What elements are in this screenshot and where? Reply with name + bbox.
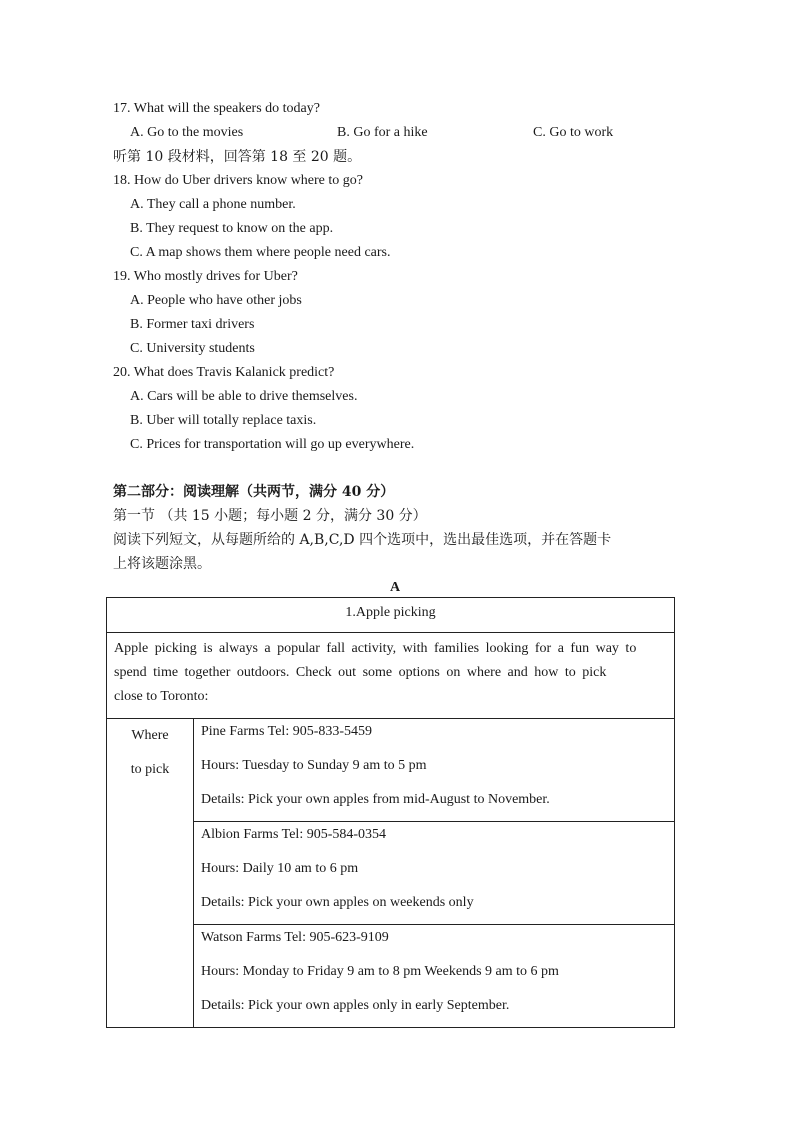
farm-name-tel: Watson Farms Tel: 905-623-9109 [201, 930, 389, 945]
q20-option-a: A. Cars will be able to drive themselves. [130, 389, 358, 404]
section10-instruction: 听第 10 段材料，回答第 18 至 20 题。 [113, 149, 362, 165]
farm-watson [194, 925, 675, 1028]
farm-details: Details: Pick your own apples only in early September. [201, 998, 510, 1013]
q19-option-a: A. People who have other jobs [130, 293, 302, 308]
q19-question: 19. Who mostly drives for Uber? [113, 269, 298, 284]
farm-hours: Hours: Monday to Friday 9 am to 8 pm Weekends 9 am to 6 pm [201, 964, 559, 979]
q19-option-c: C. University students [130, 341, 255, 356]
where-label-line2: to pick [130, 762, 170, 777]
farm-name-tel: Pine Farms Tel: 905-833-5459 [201, 724, 373, 739]
intro-line: spend time together outdoors. Check out some options on where and how to pick [114, 665, 607, 680]
reading-instruction-line2: 上将该题涂黑。 [113, 556, 211, 572]
intro-line: close to Toronto: [114, 689, 209, 704]
intro-line: Apple picking is always a popular fall activity, with families looking for a fun way to [114, 641, 637, 656]
q18-option-c: C. A map shows them where people need cars. [130, 245, 391, 260]
where-to-pick-label [107, 719, 194, 1028]
q20-option-b: B. Uber will totally replace taxis. [130, 413, 317, 428]
farm-name-tel: Albion Farms Tel: 905-584-0354 [201, 827, 387, 842]
passage-label: A [390, 580, 401, 595]
q17-question: 17. What will the speakers do today? [113, 101, 320, 116]
farm-hours: Hours: Daily 10 am to 6 pm [201, 861, 359, 876]
q17-options [130, 124, 650, 142]
q18-option-a: A. They call a phone number. [130, 197, 296, 212]
q17-option-a: A. Go to the movies [130, 125, 244, 140]
q17-option-c: C. Go to work [533, 125, 614, 140]
q20-option-c: C. Prices for transportation will go up everywhere. [130, 437, 415, 452]
apple-picking-table [106, 597, 675, 1028]
q18-option-b: B. They request to know on the app. [130, 221, 334, 236]
q19-option-b: B. Former taxi drivers [130, 317, 255, 332]
table-intro [107, 633, 675, 719]
reading-instruction-line1: 阅读下列短文，从每题所给的 A,B,C,D 四个选项中，选出最佳选项，并在答题卡 [113, 532, 612, 548]
q20-question: 20. What does Travis Kalanick predict? [113, 365, 335, 380]
where-label-line1: Where [131, 728, 169, 743]
farm-details: Details: Pick your own apples on weekends only [201, 895, 474, 910]
table-title: 1.Apple picking [107, 598, 675, 633]
reading-section-title: 第一节 （共 15 小题；每小题 2 分，满分 30 分） [113, 508, 427, 524]
farm-details: Details: Pick your own apples from mid-August to November. [201, 792, 550, 807]
q17-option-b: B. Go for a hike [337, 125, 428, 140]
q18-question: 18. How do Uber drivers know where to go? [113, 173, 363, 188]
farm-pine [194, 719, 675, 822]
farm-hours: Hours: Tuesday to Sunday 9 am to 5 pm [201, 758, 427, 773]
reading-part-title: 第二部分：阅读理解（共两节，满分 40 分） [113, 484, 395, 500]
farm-albion [194, 822, 675, 925]
